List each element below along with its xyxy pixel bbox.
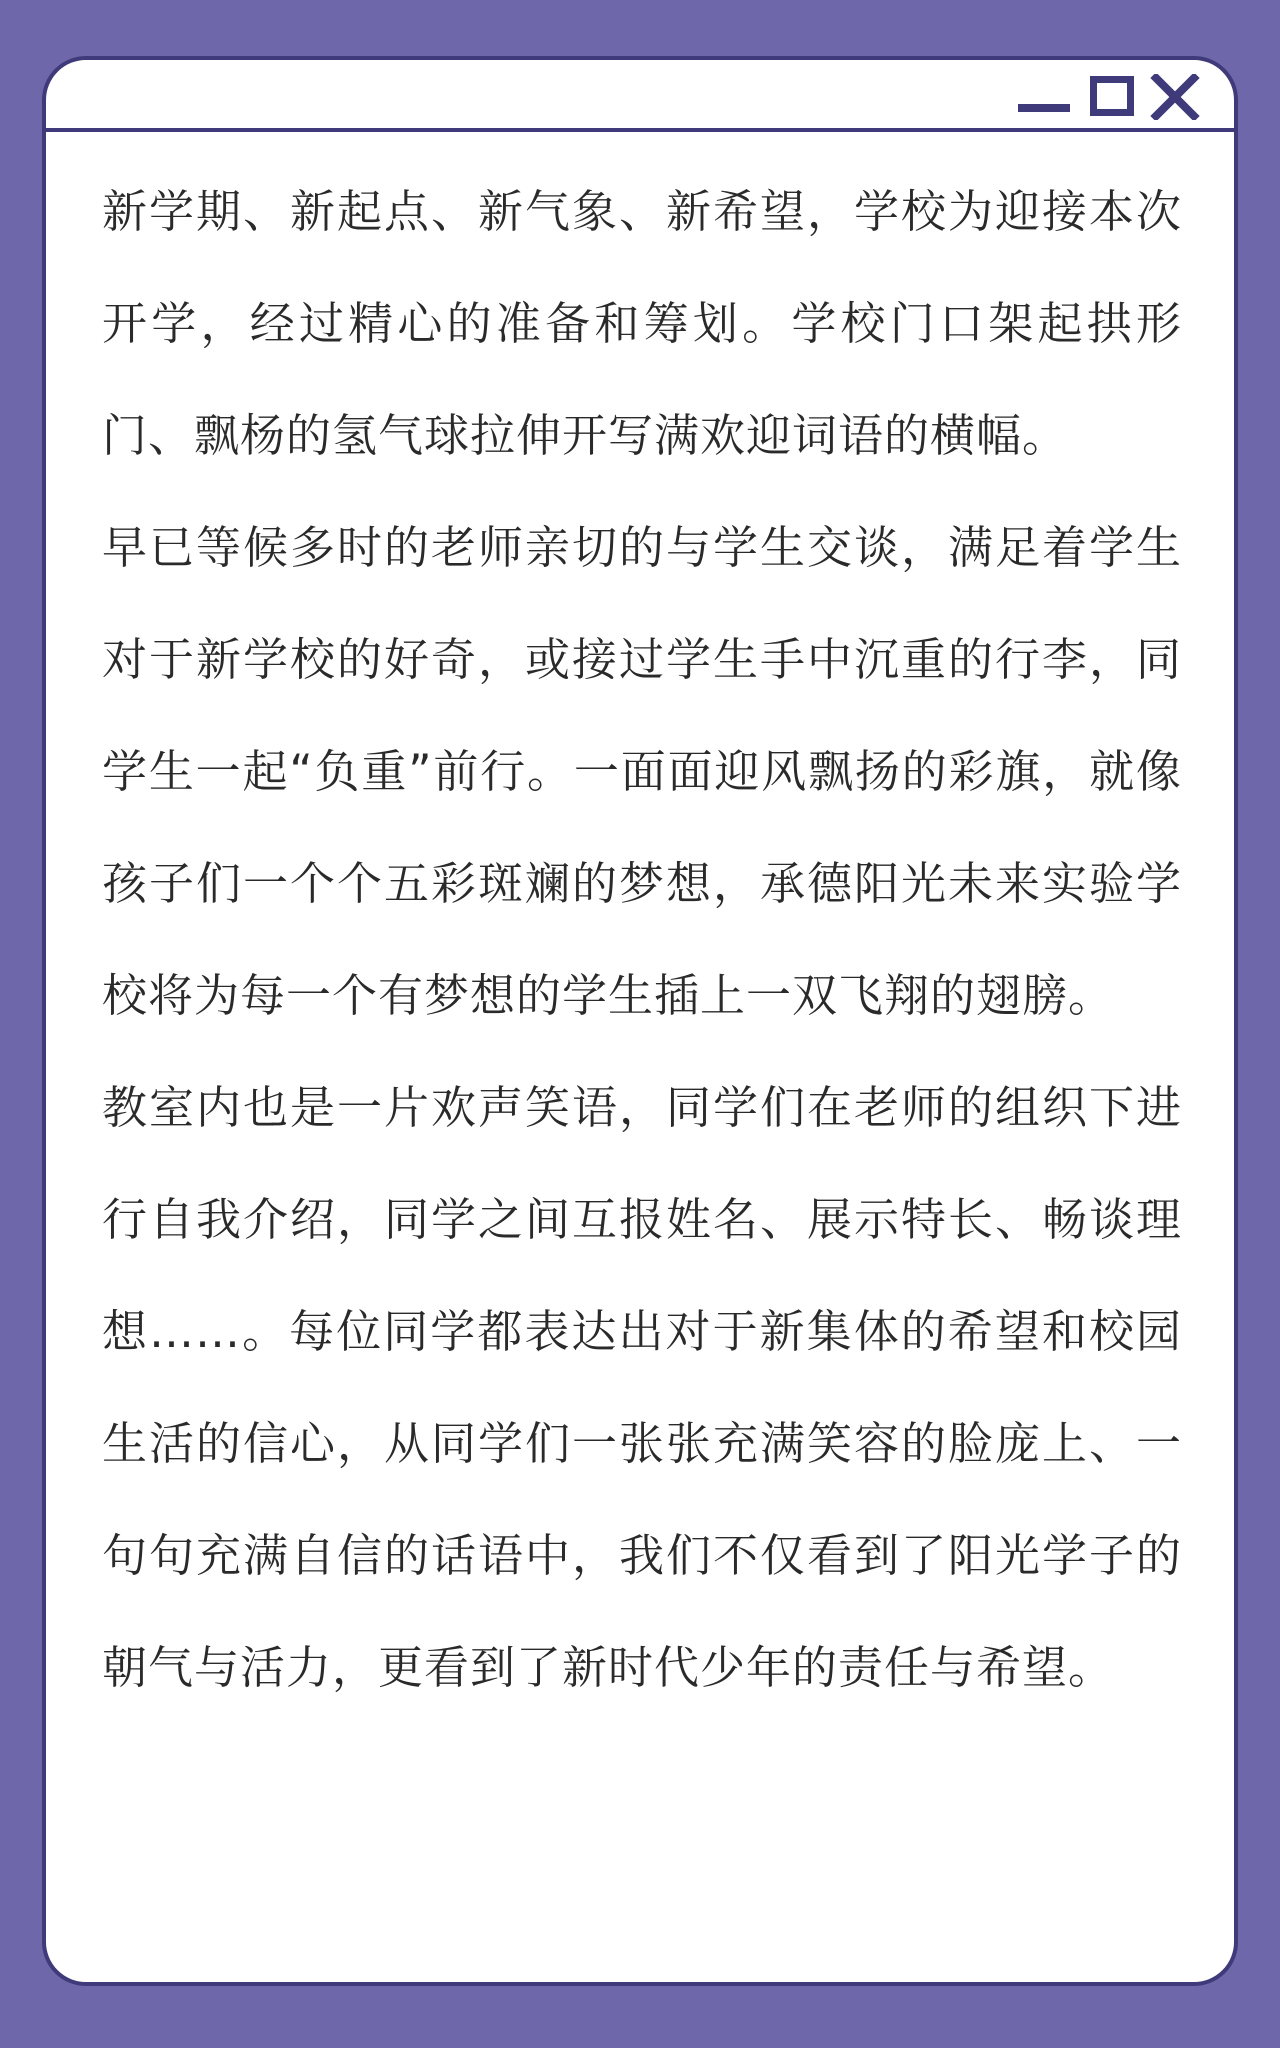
- title-bar: [46, 60, 1234, 132]
- paragraph-1: 新学期、新起点、新气象、新希望，学校为迎接本次开学，经过精心的准备和筹划。学校门口架起拱形门、飘杨的氢气球拉伸开写满欢迎词语的横幅。: [102, 185, 1182, 462]
- article-body: [102, 156, 1182, 1724]
- paragraph-2: 早已等候多时的老师亲切的与学生交谈，满足着学生对于新学校的好奇，或接过学生手中沉重的行李，同学生一起“负重”前行。一面面迎风飘扬的彩旗，就像孩子们一个个五彩斑斓的梦想，承德阳光未来实验学校将为每一个有梦想的学生插上一双飞翔的翅膀。: [102, 521, 1182, 1022]
- paragraph-3: 教室内也是一片欢声笑语，同学们在老师的组织下进行自我介绍，同学之间互报姓名、展示特长、畅谈理想……。每位同学都表达出对于新集体的希望和校园生活的信心，从同学们一张张充满笑容的脸庞上、一句句充满自信的话语中，我们不仅看到了阳光学子的朝气与活力，更看到了新时代少年的责任与希望。: [102, 1081, 1182, 1694]
- article-window: [42, 56, 1238, 1986]
- minimize-icon[interactable]: [1018, 104, 1070, 112]
- close-icon-glyph: [1150, 74, 1200, 120]
- close-icon[interactable]: [1150, 74, 1200, 120]
- maximize-icon[interactable]: [1090, 76, 1134, 116]
